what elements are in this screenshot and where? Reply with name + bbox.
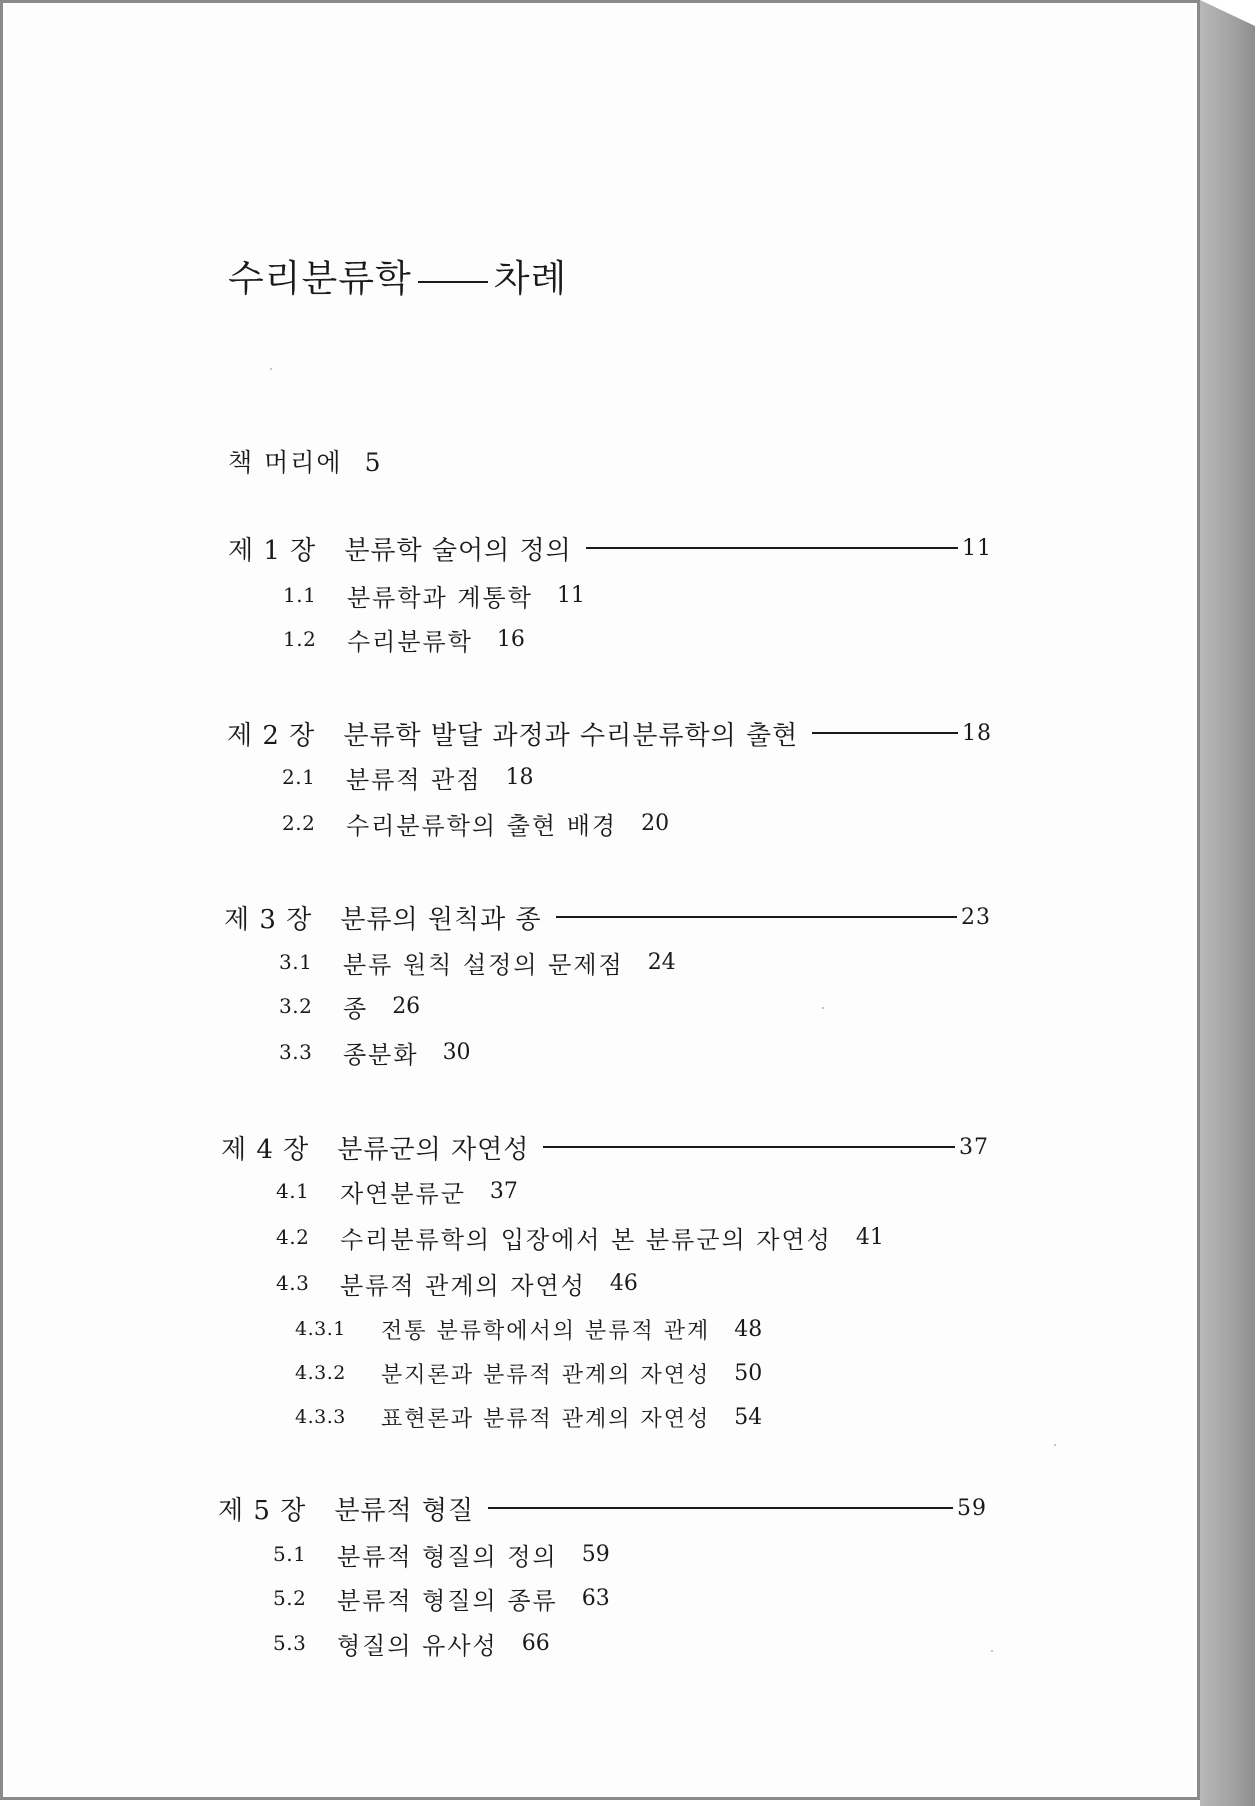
scan-speck: [822, 1007, 824, 1009]
section-page: 50: [734, 1360, 763, 1386]
scan-speck: [991, 1650, 993, 1652]
section-title: 분류 원칙 설정의 문제점: [343, 950, 624, 979]
section-number: 4.1: [276, 1179, 310, 1203]
chapter-title: 분류적 형질: [334, 1495, 475, 1526]
section-page: 54: [734, 1404, 763, 1430]
section-page: 48: [734, 1316, 763, 1342]
chapter-number: 제 5 장: [218, 1495, 307, 1526]
section-title: 수리분류학의 입장에서 본 분류군의 자연성: [340, 1225, 832, 1254]
section-title: 전통 분류학에서의 분류적 관계: [381, 1318, 711, 1344]
section-page: 30: [442, 1039, 471, 1065]
chapter-1: [228, 531, 992, 565]
section-title: 수리분류학의 출현 배경: [346, 811, 618, 840]
section-3-1: [279, 946, 676, 978]
section-title: 분류학과 계통학: [347, 583, 533, 612]
chapter-number: 제 1 장: [228, 535, 317, 566]
section-page: 66: [521, 1630, 550, 1656]
title-book-name: 수리분류학: [228, 257, 412, 300]
section-title: 분지론과 분류적 관계의 자연성: [381, 1362, 711, 1388]
section-5-2: [273, 1582, 610, 1614]
chapter-page: 59: [957, 1495, 987, 1521]
section-title: 분류적 형질의 종류: [337, 1586, 558, 1615]
scan-speck: [1054, 1444, 1056, 1446]
preface-label: 책 머리에: [228, 448, 343, 477]
chapter-title: 분류학 발달 과정과 수리분류학의 출현: [343, 720, 799, 751]
section-4-3-2: [295, 1357, 762, 1389]
section-4-3-1: [295, 1313, 762, 1345]
section-3-3: [279, 1036, 471, 1068]
page-edge-shadow: [1200, 0, 1255, 1806]
chapter-2: [227, 716, 992, 750]
section-page: 18: [505, 764, 534, 790]
chapter-page: 11: [962, 535, 992, 561]
section-number: 5.2: [273, 1586, 307, 1610]
section-page: 24: [647, 949, 676, 975]
section-page: 46: [609, 1270, 638, 1296]
section-page: 59: [581, 1541, 610, 1567]
section-1-1: [283, 579, 585, 611]
section-number: 1.2: [283, 627, 317, 651]
chapter-5: [218, 1491, 987, 1525]
section-number: 4.2: [276, 1225, 310, 1249]
section-title: 자연분류군: [340, 1179, 466, 1208]
title-contents: 차례: [493, 257, 568, 300]
chapter-title: 분류학 술어의 정의: [344, 535, 572, 566]
section-number: 4.3: [276, 1271, 310, 1295]
section-4-3: [276, 1267, 638, 1299]
section-2-2: [282, 807, 669, 839]
leader-line: [586, 547, 958, 549]
leader-line: [556, 916, 957, 918]
section-1-2: [283, 623, 525, 655]
section-number: 2.1: [282, 765, 316, 789]
section-page: 63: [581, 1585, 610, 1611]
chapter-page: 23: [961, 904, 991, 930]
section-page: 26: [392, 993, 421, 1019]
chapter-3: [224, 900, 991, 934]
section-page: 16: [496, 626, 525, 652]
section-number: 4.3.2: [295, 1362, 346, 1384]
section-4-1: [276, 1175, 518, 1207]
section-title: 형질의 유사성: [337, 1631, 498, 1660]
scan-speck: [270, 368, 272, 370]
section-title: 분류적 관점: [346, 765, 482, 794]
leader-line: [543, 1146, 955, 1148]
chapter-page: 37: [959, 1134, 989, 1160]
section-page: 37: [489, 1178, 518, 1204]
section-number: 5.3: [273, 1631, 307, 1655]
section-number: 1.1: [283, 583, 317, 607]
section-title: 분류적 관계의 자연성: [340, 1271, 586, 1300]
chapter-number: 제 3 장: [224, 904, 313, 935]
section-title: 분류적 형질의 정의: [337, 1542, 558, 1571]
section-number: 3.3: [279, 1040, 313, 1064]
section-title: 수리분류학: [347, 627, 473, 656]
section-2-1: [282, 761, 534, 793]
leader-line: [488, 1507, 953, 1509]
section-title: 표현론과 분류적 관계의 자연성: [381, 1406, 711, 1432]
section-page: 20: [641, 810, 670, 836]
section-5-3: [273, 1627, 550, 1659]
section-5-1: [273, 1538, 610, 1570]
section-4-2: [276, 1221, 884, 1253]
section-title: 종: [343, 994, 369, 1023]
chapter-number: 제 2 장: [227, 720, 316, 751]
section-number: 3.1: [279, 950, 313, 974]
leader-line: [812, 732, 958, 734]
section-page: 41: [855, 1224, 884, 1250]
section-number: 5.1: [273, 1542, 307, 1566]
section-number: 4.3.1: [295, 1318, 346, 1340]
section-3-2: [279, 990, 420, 1022]
chapter-number: 제 4 장: [221, 1134, 310, 1165]
section-number: 4.3.3: [295, 1406, 346, 1428]
section-number: 3.2: [279, 994, 313, 1018]
section-page: 11: [556, 582, 585, 608]
chapter-title: 분류의 원칙과 종: [340, 904, 542, 935]
preface-page: 5: [364, 448, 383, 477]
section-4-3-3: [295, 1401, 762, 1433]
chapter-4: [221, 1130, 989, 1164]
chapter-title: 분류군의 자연성: [337, 1134, 530, 1165]
section-title: 종분화: [343, 1040, 419, 1069]
chapter-page: 18: [962, 720, 992, 746]
section-number: 2.2: [282, 811, 316, 835]
